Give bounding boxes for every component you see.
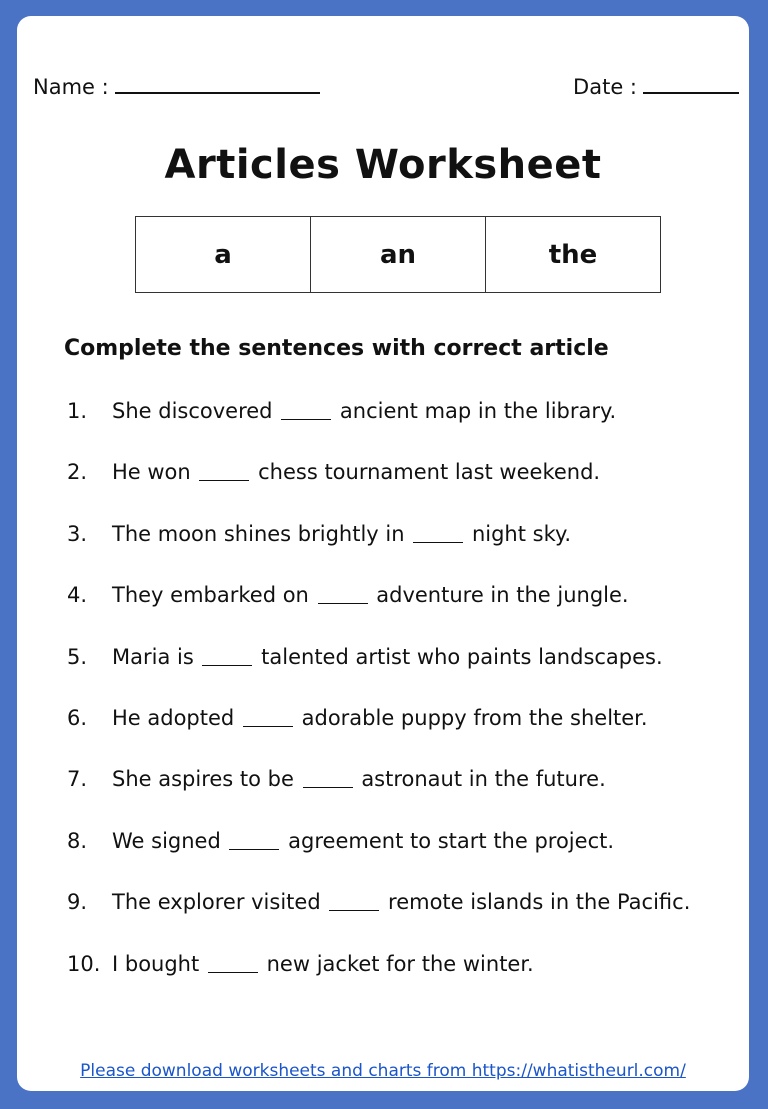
question-text-after: new jacket for the winter. [266,951,534,976]
question-item [67,767,690,828]
download-link[interactable]: Please download worksheets and charts from https://whatistheurl.com/ [80,1061,686,1081]
question-text-before: She aspires to be [112,767,294,792]
question-item [67,460,690,521]
name-field [33,70,320,102]
question-text-after: remote islands in the Pacific. [388,890,691,915]
question-number: 9. [67,890,88,915]
question-text-after: ancient map in the library. [339,399,617,423]
question-item [67,829,690,890]
question-number: 8. [67,828,88,853]
question-item [67,645,690,706]
article-cell: the [548,239,598,270]
question-number: 4. [67,583,88,608]
question-item [67,583,690,644]
question-item [67,890,690,951]
answer-blank[interactable] [229,829,279,850]
answer-blank[interactable] [303,767,353,788]
answer-blank[interactable] [413,522,463,543]
header-row [33,70,739,100]
answer-blank[interactable] [208,952,258,973]
question-item [67,522,690,583]
question-text-before: We signed [112,828,221,853]
question-text-after: adorable puppy from the shelter. [301,705,648,730]
page-title: Articles Worksheet [164,142,602,188]
answer-blank[interactable] [202,645,252,666]
answer-blank[interactable] [199,460,249,481]
question-number: 5. [67,644,88,669]
article-cell: an [311,217,486,292]
article-cell: a [136,217,311,292]
question-text-before: They embarked on [112,583,309,608]
question-text-after: agreement to start the project. [288,828,615,853]
question-number: 3. [67,521,88,546]
article-word-box [135,216,661,293]
answer-blank[interactable] [281,399,331,420]
answer-blank[interactable] [329,890,379,911]
question-text-before: The moon shines brightly in [112,521,405,546]
question-number: 1. [67,399,88,423]
date-label: Date : [573,75,637,99]
question-text-after: night sky. [471,521,572,546]
question-text-after: talented artist who paints landscapes. [261,644,663,669]
date-field [573,70,739,102]
question-text-after: adventure in the jungle. [376,583,629,608]
name-blank-line[interactable] [115,70,320,94]
footer [17,1061,749,1081]
answer-blank[interactable] [318,583,368,604]
question-text-before: The explorer visited [112,890,321,915]
question-number: 7. [67,767,88,792]
name-label: Name : [33,75,109,99]
question-text-after: chess tournament last weekend. [258,460,601,485]
question-text-before: I bought [112,951,200,976]
question-item [67,399,690,460]
question-item [67,706,690,767]
question-list [67,399,690,1013]
instruction-text: Complete the sentences with correct article [64,336,609,361]
question-text-before: She discovered [112,399,273,423]
worksheet-page [17,16,749,1091]
question-text-before: He won [112,460,191,485]
question-text-before: He adopted [112,705,235,730]
date-blank-line[interactable] [643,70,739,94]
question-text-after: astronaut in the future. [361,767,606,792]
question-number: 10. [67,951,101,976]
question-item [67,952,690,1013]
question-number: 6. [67,705,88,730]
question-text-before: Maria is [112,644,194,669]
answer-blank[interactable] [243,706,293,727]
question-number: 2. [67,460,88,485]
